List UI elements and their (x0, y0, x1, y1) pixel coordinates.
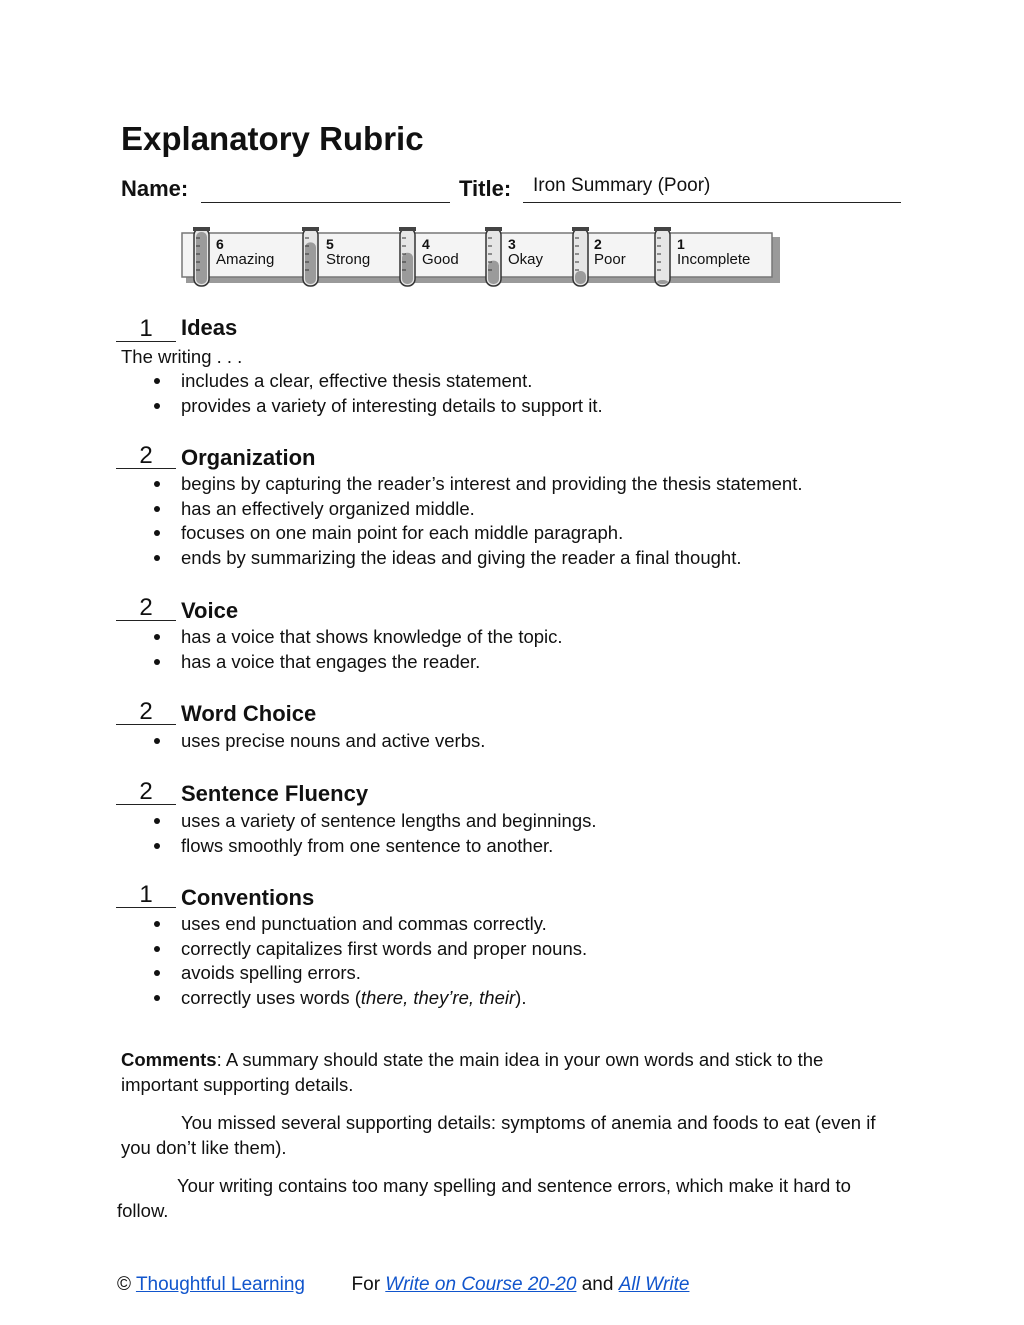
scale-label: Poor (594, 251, 626, 268)
conventions-heading: Conventions (181, 885, 315, 910)
scale-level-5 (326, 236, 370, 268)
scale-number: 4 (422, 236, 430, 252)
title-value: Iron Summary (Poor) (533, 175, 711, 196)
all-write-link[interactable]: All Write (618, 1274, 690, 1295)
word-choice-heading: Word Choice (181, 701, 317, 726)
word-choice-bullets (121, 729, 485, 754)
list-item: uses precise nouns and active verbs. (121, 729, 485, 754)
voice-score[interactable]: 2 (116, 595, 176, 621)
conventions-score[interactable]: 1 (116, 882, 176, 908)
scale-level-3 (508, 236, 543, 268)
list-item: avoids spelling errors. (121, 961, 587, 986)
scale-number: 1 (677, 236, 685, 252)
sentence-fluency-bullets (121, 809, 597, 858)
list-item: has a voice that shows knowledge of the topic. (121, 625, 563, 650)
scale-number: 6 (216, 236, 224, 252)
scale-level-2 (594, 236, 626, 268)
ideas-lead: The writing . . . (121, 346, 243, 367)
scale-level-1 (677, 236, 750, 268)
list-item: focuses on one main point for each middle paragraph. (121, 521, 803, 546)
list-item: uses a variety of sentence lengths and beginnings. (121, 809, 597, 834)
scale-label: Good (422, 251, 459, 268)
title-field[interactable] (523, 175, 901, 203)
list-item: includes a clear, effective thesis statement. (121, 369, 603, 394)
list-item: provides a variety of interesting details to support it. (121, 394, 603, 419)
list-item: ends by summarizing the ideas and giving the reader a final thought. (121, 546, 803, 571)
word-choice-score[interactable]: 2 (116, 699, 176, 725)
scale-level-4 (422, 236, 459, 268)
ideas-heading: Ideas (181, 315, 238, 340)
ideas-bullets (121, 369, 603, 418)
organization-bullets (121, 472, 803, 570)
scale-number: 3 (508, 236, 516, 252)
conventions-bullets (121, 912, 587, 1010)
comments-paragraph-1: Comments: A summary should state the main idea in your own words and stick to the important supporting details. (121, 1049, 824, 1095)
sentence-fluency-heading: Sentence Fluency (181, 781, 369, 806)
list-item: correctly uses words (there, they’re, their). (121, 986, 587, 1011)
title-label: Title: (459, 176, 512, 201)
voice-heading: Voice (181, 598, 239, 623)
for-text: For (351, 1274, 381, 1295)
name-label: Name: (121, 176, 189, 201)
scale-number: 2 (594, 236, 602, 252)
rating-scale (180, 225, 782, 291)
scale-label: Strong (326, 251, 371, 268)
list-item: has an effectively organized middle. (121, 497, 803, 522)
scale-level-6 (216, 236, 274, 268)
and-text: and (581, 1274, 614, 1295)
thoughtful-learning-link[interactable]: Thoughtful Learning (135, 1274, 305, 1295)
voice-bullets (121, 625, 563, 674)
scale-label: Okay (508, 251, 544, 268)
list-item: begins by capturing the reader’s interest and providing the thesis statement. (121, 472, 803, 497)
write-on-course-link[interactable]: Write on Course 20-20 (385, 1274, 577, 1295)
list-item: uses end punctuation and commas correctly. (121, 912, 587, 937)
comments-paragraph-2: You missed several supporting details: symptoms of anemia and foods to eat (even if you don’t like them). (121, 1112, 876, 1158)
organization-score[interactable]: 2 (116, 443, 176, 469)
footer (117, 1274, 689, 1296)
scale-label: Incomplete (677, 251, 751, 268)
scale-number: 5 (326, 236, 334, 252)
sentence-fluency-score[interactable]: 2 (116, 779, 176, 805)
list-item: correctly capitalizes first words and proper nouns. (121, 937, 587, 962)
page-title: Explanatory Rubric (121, 120, 424, 157)
organization-heading: Organization (181, 445, 316, 470)
copyright-symbol: © (117, 1274, 131, 1295)
ideas-score[interactable]: 1 (116, 316, 176, 342)
comments-label: Comments (121, 1049, 217, 1070)
comments-paragraph-3: Your writing contains too many spelling and sentence errors, which make it hard to follow. (117, 1175, 851, 1221)
list-item: flows smoothly from one sentence to another. (121, 834, 597, 859)
name-field[interactable] (201, 202, 450, 203)
list-item: has a voice that engages the reader. (121, 650, 563, 675)
scale-label: Amazing (216, 251, 275, 268)
